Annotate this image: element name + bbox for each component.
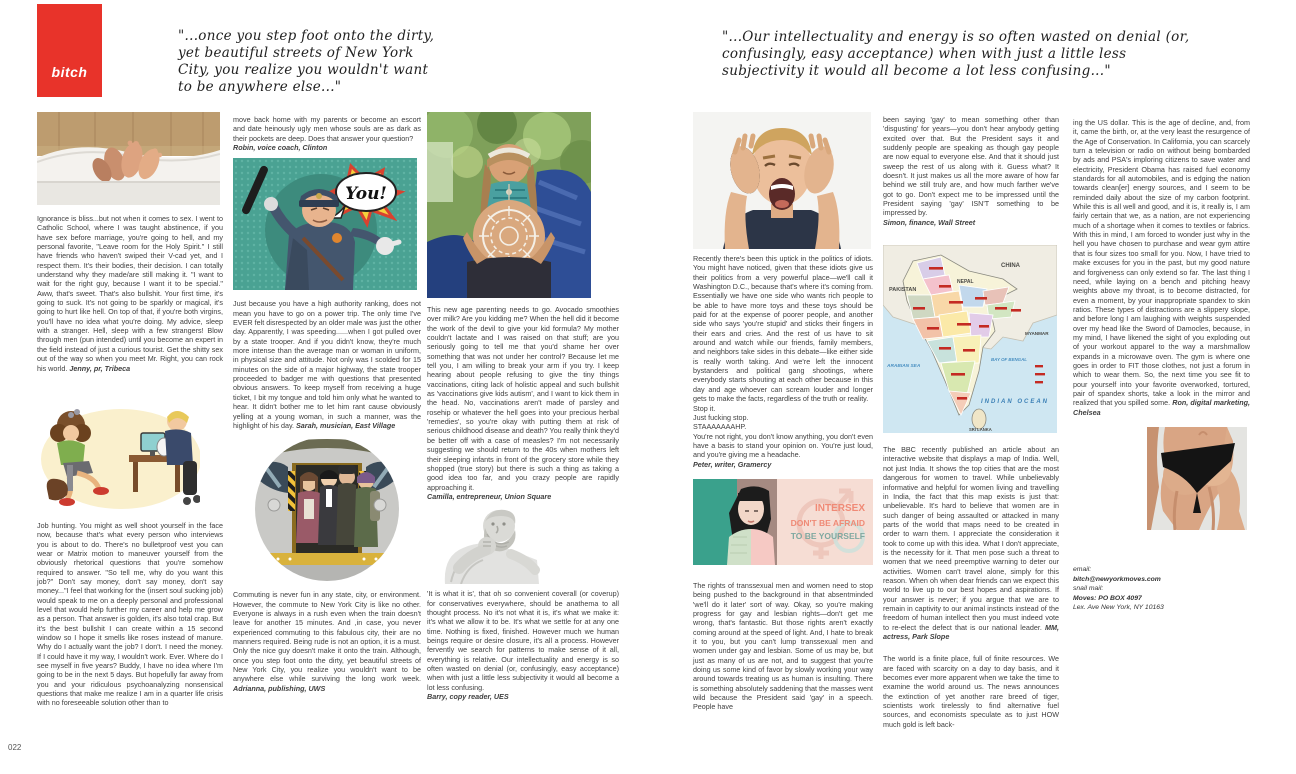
article-body: This new age parenting needs to go. Avocado smoothies over milk? Are you kidding me? When the hell did it become the work of the devil to give your kid formula? My mother couldn't lactate and I was raised on that stuff; are you seriously going to tell me that you'd shame her over something that was not under her control? Because let me tell you, I am willing to break your arm if you try. I keep hearing about people refusing to give the tiny things vaccinations, citing lack of holistic appeal and such bullshit as 'vaccinations give kids autism', and I want to kick them in the head. No, vaccinations aren't made of parsley and rosehip or whatever the hell goes into your precious herbal 'remedies', so you're okay with putting them at risk of serious childhood disease and death? You really think they'd be better off with a case of measles? I'm not necessarily suggesting we should return to the 40s when mothers left their sleeping infants in front of the grocery store while they shopped (true story) but there is such a thing as taking a good idea too far, and you crazy people are rapidly approaching it. [427,305,619,492]
article-attribution: Robin, voice coach, Clinton [233,143,328,153]
contact-email-label: email: [1073,566,1092,573]
police-officer-comic [233,158,417,290]
logo-text: bitch [51,64,88,80]
article-attribution: Camilla, entrepreneur, Union Square [427,491,552,501]
contact-snail-label: snail mail: [1073,585,1104,593]
job-interview-cartoon [37,403,200,511]
article-body: The rights of transsexual men and women need to stop being pushed to the background in that absentminded 'we'll do it later' sort of way. Okay, so you're making progress for gay and lesbian rights—don't get me wrong, that's fantastic. But those rights aren't exactly coming around at the speed of light. And, I hate to break it to you, but you can't lump transsexual men and women under gay and lesbian. Some of us may be, but just as many of us are not, and to suggest that you're doing us some kind of favor by slowly working your way around towards treating us as human is insulting. There is something absolutely saddening that the masses went wild because the President said 'gay' in a speech. People have [693,580,873,712]
article-attribution: Peter, writer, Gramercy [693,459,772,469]
article-parenting [427,305,619,501]
article-job-hunting [37,521,223,708]
map-label-myanmar: MYANMAR [1025,331,1049,337]
article-attribution: Simon, finance, Wall Street [883,217,976,227]
pull-quote-left: "...once you step foot onto the dirty, yet beautiful streets of New York City, you realize you wouldn't want to be anywhere else..." [178,28,435,95]
article-commuting [233,590,421,693]
article-body: been saying 'gay' to mean something other than 'disgusting' for years—you don't hear anybody getting excited over that. But the President says it and suddenly people are speaking as though gay people are now equal to everyone else. And that it should just sweep the rest of us along with it. Guess what? It doesn't. It just makes us all the more aware of how far behind we still truly are, and how much farther we've got to go. Don't expect me to be impressed until the President saying 'gay' ISN'T something to be impressed by. [883,115,1059,218]
article-state-trooper [233,299,421,430]
article-it-is-what-it-is [427,589,619,701]
stop-line-2: Just fucking stop. [693,412,749,422]
article-attribution: Barry, copy reader, UES [427,692,509,701]
contact-address2: Lex. Ave New York, NY 10163 [1073,604,1164,612]
article-spandex [1073,118,1250,417]
intersex-title: INTERSEX [814,502,865,514]
article-attribution: Jenny, pr, Tribeca [69,363,131,373]
article-body: The BBC recently published an article about an interactive website that displays a map of India. Well, not just India. It shows the top cities that are the most dangerous for women to travel. While unbelievably informative and helpful for women living and travelling in India, the fact that this map exists is just that: unbelievable. It's hard to believe that women are in such danger of being assaulted or attacked in many parts of the world that maps need to be created in order to warn them. I appreciate the consideration it took to come up with this idea. What I don't appreciate, is the necessity for it. That men pose such a threat to women that we need preemptive warning to deter our activities. Women can't travel alone, simply for this reason. When oh when dear friends can we expect this world to live up to our best hopes and aspirations. If your answer is never; if you argue that we are to remain in captivity to our animal instincts instead of the freedom of human intellect then you must indeed vote to re-elect the defect that is our national leader. [883,445,1059,632]
article-sex [37,214,223,373]
magazine-logo [37,4,102,97]
map-label-china: CHINA [1001,263,1020,270]
subway-train-comic [254,435,400,583]
black-thong-photo [1147,427,1247,530]
thong-photo-wrapper [1147,427,1247,530]
map-label-arabian-sea: ARABIAN SEA [887,364,921,370]
article-body: Recently there's been this uptick in the politics of idiots. You might have noticed, given that these idiots give us their politics from a very powerful place—we'll call it Washington D.C., because that's where it's coming from. Essentially we have one side who wants rich people to be able to have more toys and these toys should be paid for at the expense of poorer people, and another side who says 'you're stupid' and sticks their fingers in their ears and cries. And the rest of us have to sit around and watch while our friends, family members, and neighbors take sides in this debate—like either side is really worth taking. And we're left the innocent bystanders and political gang shootings, where everybody starts shouting at each other because in this day and age whoever can scream louder and longer gets to make the facts, regardless of the truth or reality. [693,254,873,404]
map-label-indian-ocean: INDIAN OCEAN [981,399,1050,406]
stop-line-1: Stop it. [693,403,716,413]
intersex-awareness-graphic [693,479,873,565]
pull-quote-right: "...Our intellectuality and energy is so often wasted on denial (or, confusingly, easy acceptance) when with just a little less subjectivity it would all become a lot less confusing..." [722,29,1190,79]
pregnant-woman-photo [427,112,591,298]
contact-email: bitch@newyorkmoves.com [1073,575,1161,583]
article-politics-of-idiots [693,254,873,404]
map-label-nepal: NEPAL [957,279,974,286]
article-attribution: Sarah, musician, East Village [296,420,396,430]
screaming-man-photo [693,112,871,249]
article-body: 'It is what it is', that oh so convenient coverall (or coverup) for conservatives everywhere, should be anathema to all thought process. No it's not what it is, it's what we make it: it's what we allow it to be. It's what we settle for at any one time. Nothing is fixed, finished. However much we human beings require or desire closure, it's all a process. However fervently we search for patterns to make sense of it all, everything is relative. Our intellectuality and energy is so often wasted on denial (or, confusingly, easy acceptance) when with just a little less subjectivity it would all become a lot less confusing. [427,589,619,692]
subway-passengers [296,465,380,547]
feet-in-bed-photo [37,112,220,205]
map-label-sri-lanka: SRI LANKA [969,427,992,433]
column-6 [1073,112,1250,613]
article-body: Commuting is never fun in any state, city, or environment. However, the commute to New York City is like no other. Everyone is always in a rush even when the train doesn't leave for another 15 minutes. And ,in case, you never experienced commuting to this fabulous city, their are no manners required. Being rude is not an option, it is a must. Only the nice guy doesn't make it onto the train. Although, once you step foot onto the dirty, yet beautiful streets of New York City, you realize you wouldn't want to be anywhere else while surviving the long work week. [233,590,421,684]
map-label-pakistan: PAKISTAN [889,287,917,294]
india-danger-map [883,245,1057,433]
article-saying-gay [883,115,1059,227]
article-attribution: Ron, digital marketing, Chelsea [1073,398,1250,417]
column-4 [693,112,873,712]
article-politics-body2 [693,432,873,469]
page-number: 022 [8,743,22,752]
speech-bubble-text: You! [345,184,387,205]
article-india-map [883,445,1059,641]
article-attribution: Adrianna, publishing, UWS [233,683,326,693]
socrates-statue-photo [441,504,541,584]
contact-block [1073,565,1250,613]
article-attribution: MM, actress, Park Slope [883,622,1059,641]
intersex-line2: DON'T BE AFRAID [790,517,865,528]
article-body: Just because you have a high authority ranking, does not mean you have to go on a power trip. The only time I've EVER felt disrespected by an older male was just the other day. Apparently, I was speeding......when I got pulled over by a state trooper. And if you didn't know, they're much more intense than the average man or woman in uniform, in physical size and attitude. Not only was I scolded for 15 minutes on the side of a major highway, the state trooper proceeded to badger me with questions that presented obvious answers. To keep myself from receiving a huge ticket, I bit my tongue and told him only what he wanted to hear. It didn't bother me to let him rant cause obviously yelling at a young woman, in such a manner, was the highlight of his day. [233,299,421,430]
column-2 [233,112,421,693]
article-body: Ignorance is bliss...but not when it comes to sex. I went to Catholic School, where I was taught abstinence, if you have sex before marriage, you're going to hell, and my personal favorite, "Leave room for the Holy Spirit." I still have friends who haven't swiped their V-cad yet, and I respect them. It's their bodies, their decision. I can totally understand why they made/are still making it. "I want to wait for the right guy, because I want it to be special." Aww, that's sweet. That's also bullshit. Your first time, it's going to suck. It's not going to be sparkly or magical, it's going to hurt like hell. On top of that, if you're both virgins, you'll have no idea what you're doing. My advice, sleep with a stranger. Hell, sleep with a few strangers! Blow through men (pun intended) until you become an expert in the field instead of just a curious tourist. Get the shitty sex out of the way so when you meet Mr. Right, you can rock his world. [37,214,223,373]
article-body: Job hunting. You might as well shoot yourself in the face now, because that's what every person who interviews you is about to do. There's no bulletproof vest you can wear or Matrix motion to maneuver yourself from the obviously rhetorical questions that you're somehow required to answer. "So tell me, why do you want this job?" Don't say money, don't say money, don't say money..."I feel that working for the (insert soul sucking job) would speak to me on a deeply personal and professional level that would help further my career and help me grow as a person. That answer is golden, it's also total crap. But it's the best bullshit I can create within a 15 second window so I hope it smells like roses instead of manure. Why do I actually want the job? I don't. I need the money. If I could have it my way, I wouldn't work. Ever. Where do I see myself in five years? Buddy, I have no idea where I'm going to be in the next 5 days. But hopefully far away from you and your ridiculous psychoanalyzing nonsensical questions that make me realize I am in a quarter life crisis with no foreseeable solution other than to [37,520,223,708]
column-5 [883,112,1059,729]
stop-line-3: STAAAAAAAHP. [693,422,747,432]
intersex-line3: TO BE YOURSELF [790,530,865,541]
article-body: The world is a finite place, full of finite resources. We are faced with scarcity on a day to day basis, and it becomes ever more apparent when we take the time to examine the world around us. The news announces the extinction of yet another rare breed of tiger, scientists work tirelessly to find alternative fuel sources, and economists speculate as to just HOW much gold is left back- [883,654,1059,729]
column-1 [37,112,223,708]
article-body: ing the US dollar. This is the age of decline, and, from it, came the birth, or, at the very least the resurgence of the Age of Conservation. In California, you can scarcely turn a television or radio on without being bombarded by ads and PSA's imploring citizens to save water and electricity, President Obama has raised fuel economy standards for all automobiles, and is edging the nation towards clean[er] energy sources, and I seem to be reminded daily about the size of my carbon footprint. While this is all well and good, and it is, it really is, I am fairly certain that we, as a nation, are not experiencing much of a shortage when it comes to textiles or fabrics. With this in mind, I am forced to wonder just why in the hell you have chosen to purchase and wear gym attire that is four sizes too small for you. Now, I have tried to make excuses for you in the past, but my good nature and forgiveness can only extend so far. The last thing I need, while laying on a bench and pitching heavy weights above my throat, is to become distracted, for even a moment, by your inappropriate spandex to skin ratios. These types of distractions are a slippery slope, and before long I am laughing with weights suspended over my head like the Sword of Damocles, because, in my mind, I have likened the sight of you exploding out of your workout apparel to the way a marshmallow expands in a microwave oven. The gym is where one goes in order to FIT those clothes, not just a forum in which to wear them. So, the next time you see fit to pour yourself into your favorite overworked, tortured, pair of spandex shorts, take a look in the mirror and realized that you spilled some. [1073,118,1250,408]
map-label-bay-of-bengal: BAY OF BENGAL [991,357,1027,363]
article-finite-world [883,654,1059,729]
column-3 [427,112,619,701]
article-job-hunting-cont [233,115,421,152]
article-body: move back home with my parents or become an escort and date heinously ugly men whose souls are as dark as their pockets are deep. Does that answer your question? [233,115,421,143]
article-transsexual-rights [693,581,873,712]
article-body: You're not right, you don't know anything, you don't even have a basis to stand your opinion on. You're just loud, and you're giving me a headache. [693,431,873,460]
contact-address1: Moves: PO BOX 4097 [1073,594,1142,602]
